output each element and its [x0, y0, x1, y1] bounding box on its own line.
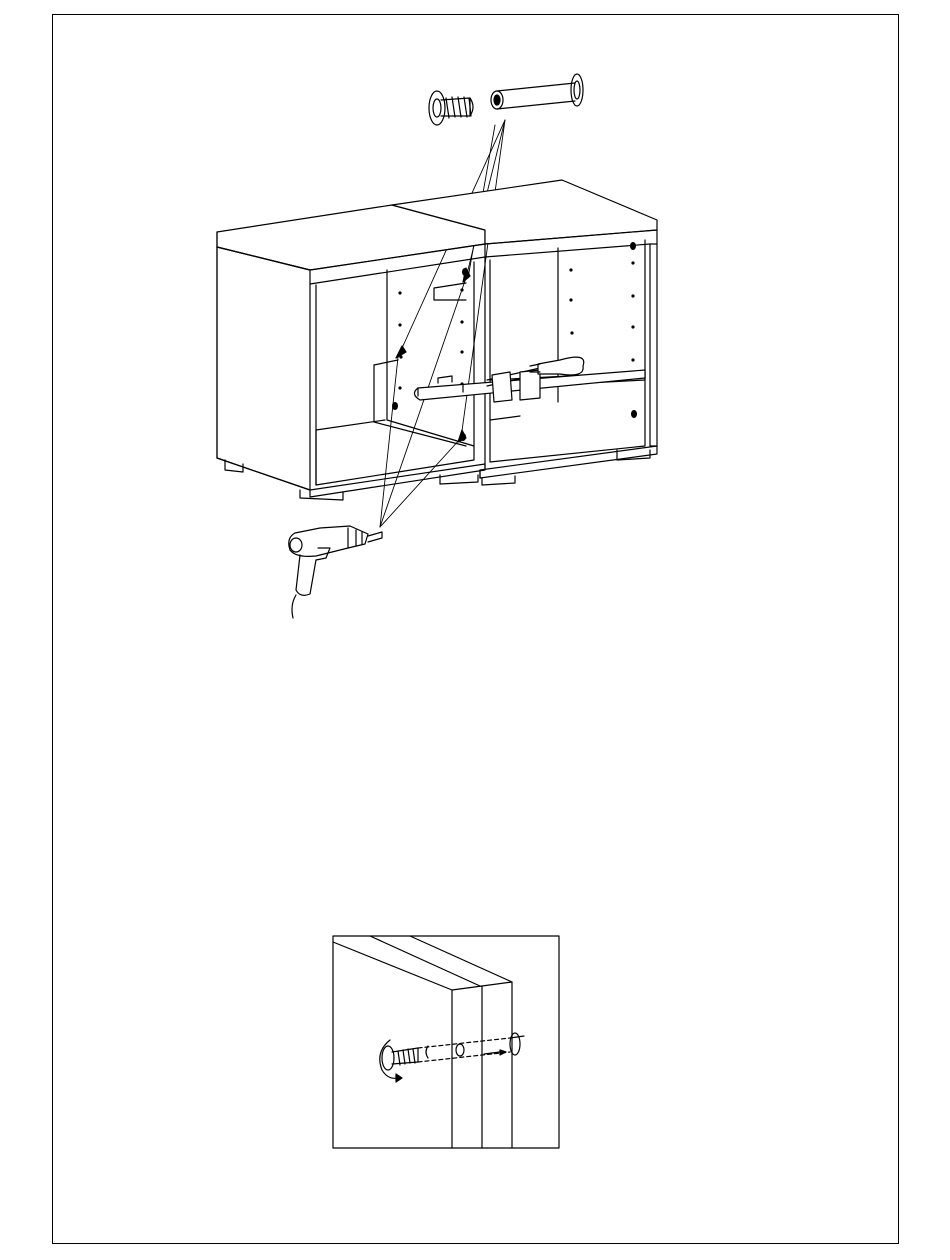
pointer-lines [380, 120, 505, 527]
clamp-icon [414, 357, 645, 402]
shelf-pin-holes-left [392, 268, 468, 441]
drill-icon [289, 526, 382, 618]
detail-inset [333, 936, 559, 1148]
shelf-pin-holes-right [569, 242, 637, 418]
connector-bolt-icon [429, 91, 473, 125]
connector-sleeve-nut-icon [491, 74, 583, 109]
